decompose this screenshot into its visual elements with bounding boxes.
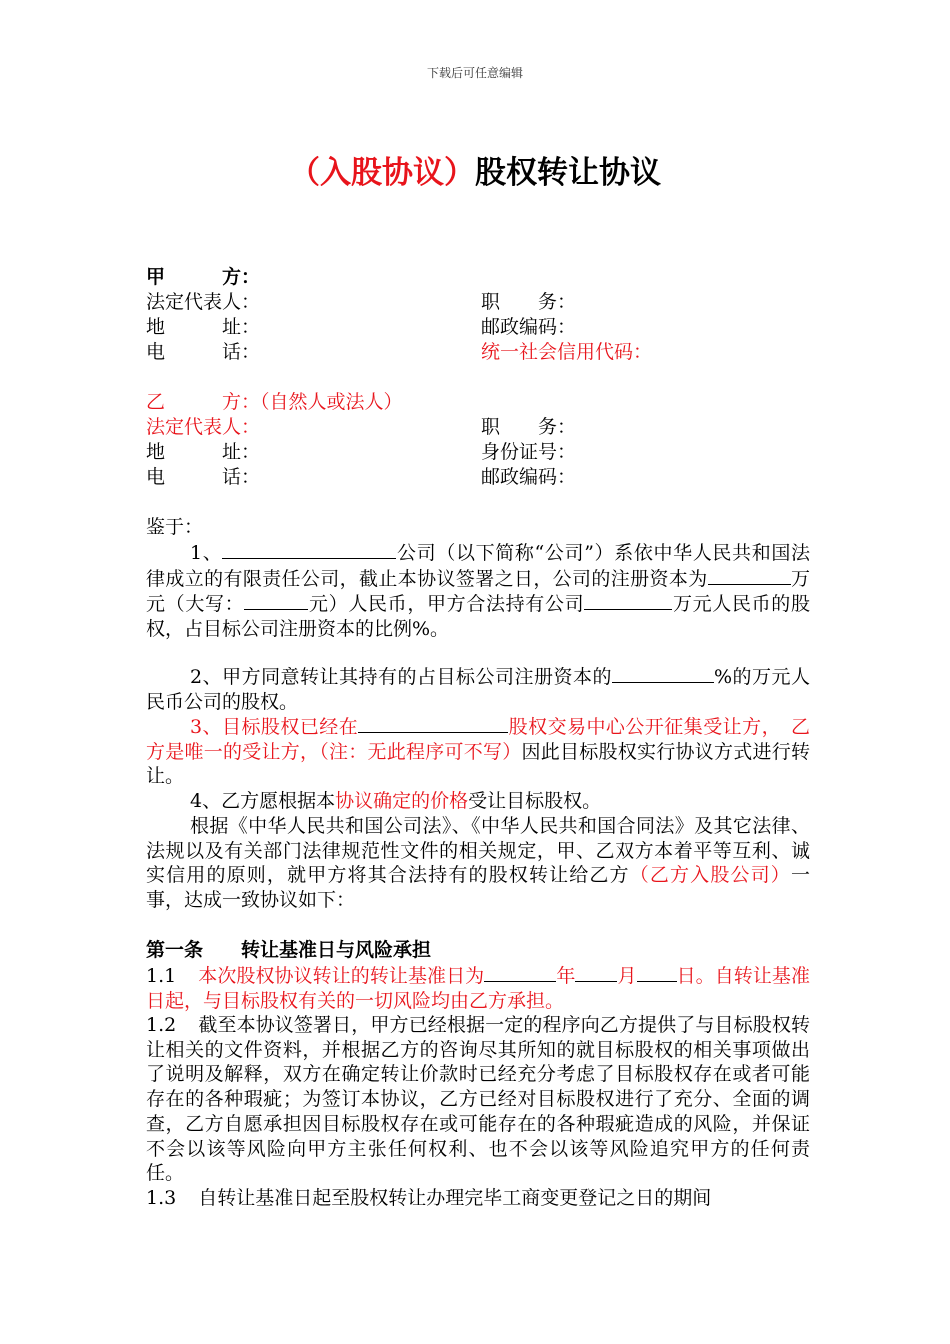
clause-1-1: [146, 963, 810, 1013]
blank-capital-words: [244, 591, 308, 610]
recital-3-text-c: 因此目标股权实行协议方式进行转让。: [146, 740, 810, 788]
recital-item-1: [146, 540, 810, 642]
recital-1-text-d: 万元人民币的股权，占目标公司注册资本的比例%。: [146, 593, 810, 641]
clause-1-3: [146, 1186, 810, 1211]
clause-1-1-text-b: 日。自转让基准日起，与目标股权有关的一切风险均由乙方承担。: [146, 965, 810, 1012]
blank-held-capital: [584, 591, 672, 610]
recital-item-2: [146, 664, 810, 714]
clause-1-3-number: 1.3: [146, 1187, 177, 1209]
recital-item-4: [146, 789, 810, 814]
blank-registered-capital: [708, 566, 791, 585]
party-b-id-label: 身份证号：: [481, 441, 577, 463]
recital-1-text-c: 元）人民币，甲方合法持有公司: [308, 593, 585, 616]
page-header-note: 下载后可任意编辑: [426, 66, 523, 80]
recital-1-text-b: 万元（大写：: [146, 567, 810, 616]
blank-base-day: [637, 963, 677, 982]
party-a-phone-label: 电 话：: [146, 341, 261, 363]
party-b-position-label: 职 务：: [481, 416, 577, 438]
party-a-address-label: 地 址：: [146, 316, 261, 338]
title-main-part: 股权转让协议: [475, 155, 661, 191]
recitals-heading: 鉴于：: [146, 516, 204, 538]
blank-base-month: [575, 963, 617, 982]
recital-item-3: [146, 714, 810, 789]
party-a-credit-code-label: 统一社会信用代码：: [481, 341, 653, 363]
document-title: [0, 147, 950, 192]
party-b-phone-label: 电 话：: [146, 466, 261, 488]
recital-3-text-b: 股权交易中心公开征集受让方， 乙方是唯一的受让方，（注：无此程序可不写）: [146, 716, 810, 763]
party-b-postcode-label: 邮政编码：: [481, 466, 577, 488]
party-a-position-label: 职 务：: [481, 291, 577, 313]
article-1-heading: 第一条 转让基准日与风险承担: [146, 939, 432, 961]
title-red-part: （入股协议）: [289, 155, 475, 191]
party-a-postcode-label: 邮政编码：: [481, 316, 577, 338]
blank-base-year: [484, 963, 556, 982]
clause-1-2-text: 截至本协议签署日，甲方已经根据一定的程序向乙方提供了与目标股权转让相关的文件资料，并根据乙方的咨询尽其所知的就目标股权的相关事项做出了说明及解释，双方在确定转让价款时已经充分考虑了目标股权存在或者可能存在的各种瑕疵；为签订本协议，乙方已经对目标股权进行了充分、全面的调查，乙方自愿承担因目标股权存在或可能存在的各种瑕疵造成的风险，并保证不会以该等风险向甲方主张任何权利、也不会以该等风险追究甲方的任何责任。: [146, 1014, 810, 1185]
legal-basis-note: （乙方入股公司）: [629, 864, 791, 887]
clause-1-1-month: 月: [617, 965, 637, 987]
party-b-name-label: 乙 方：（自然人或法人）: [146, 391, 403, 413]
clause-1-2-number: 1.2: [146, 1014, 177, 1036]
clause-1-1-text: 本次股权协议转让的转让基准日为: [198, 965, 485, 987]
party-b-address-label: 地 址：: [146, 441, 261, 463]
blank-exchange-name: [358, 714, 508, 733]
party-b-rep-label: 法定代表人：: [146, 416, 261, 438]
recital-2-text: 2、甲方同意转让其持有的占目标公司注册资本的: [190, 666, 612, 688]
clause-1-1-number: 1.1: [146, 965, 177, 987]
clause-1-2: [146, 1013, 810, 1186]
party-a-rep-label: 法定代表人：: [146, 291, 261, 313]
recital-4-text: 4、乙方愿根据本: [190, 790, 336, 812]
legal-basis-paragraph: [146, 814, 810, 913]
legal-basis-text-c: 一事，达成一致协议如下：: [146, 864, 810, 912]
recital-4-agreed-price: 协议确定的价格: [335, 790, 469, 812]
legal-basis-text: 根据《中华人民共和国公司法》、《中华人民共和国合同法》及其它法律、法规以及有关部门法律规范性文件的相关规定，甲、乙双方本着平等互利、诚实信用的原则，就甲方将其合法持有的股权转让给乙方: [146, 815, 810, 887]
recital-3-text: 3、目标股权已经在: [190, 716, 359, 738]
recital-4-text-c: 受让目标股权。: [468, 790, 602, 812]
party-a-name-label: 甲 方：: [146, 266, 261, 288]
clause-1-3-text: 自转让基准日起至股权转让办理完毕工商变更登记之日的期间: [198, 1187, 712, 1209]
recital-2-text-b: %的万元人民币公司的股权。: [146, 666, 810, 713]
clause-1-1-year: 年: [556, 965, 576, 987]
recital-1-text: 公司（以下简称“公司”）系依中华人民共和国法律成立的有限责任公司，截止本协议签署之日，公司的注册资本为: [146, 542, 810, 590]
blank-company-name: [222, 540, 396, 559]
recital-1-number: 1、: [190, 542, 223, 564]
blank-percentage: [612, 664, 714, 683]
